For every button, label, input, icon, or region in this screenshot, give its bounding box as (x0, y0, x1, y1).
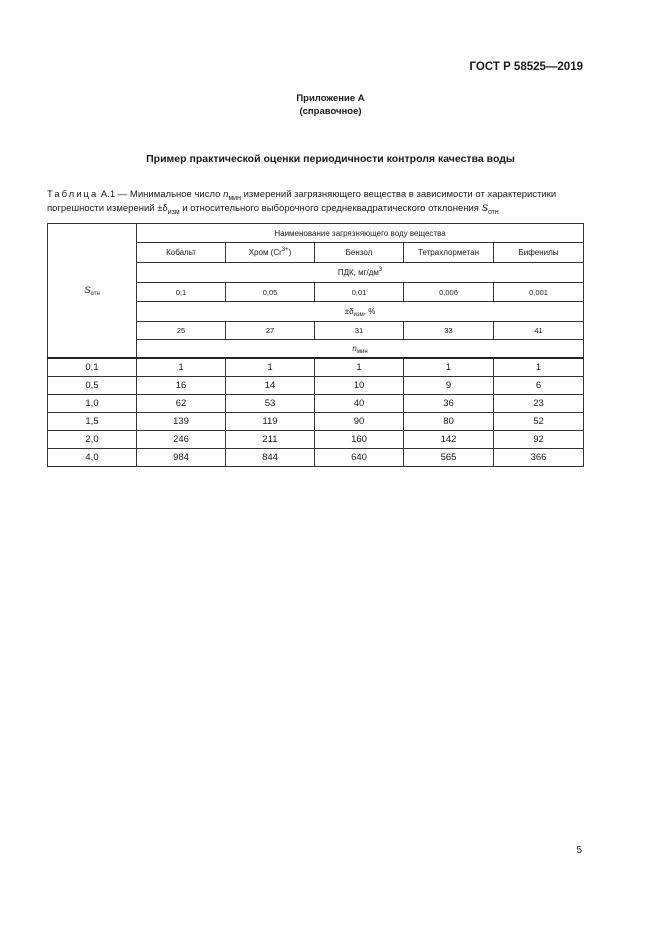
pdk-value: 0,01 (315, 283, 404, 302)
group-header: Наименование загрязняющего воду вещества (137, 224, 584, 243)
n-value-cell: 1 (137, 358, 226, 377)
s-value-cell: 2,0 (48, 431, 137, 449)
caption-s-sub: отн (487, 209, 499, 216)
n-value-cell: 366 (494, 449, 584, 467)
delta-value: 25 (137, 322, 226, 340)
substance-header (404, 243, 494, 263)
n-value-cell: 640 (315, 449, 404, 467)
n-value-cell: 80 (404, 413, 494, 431)
delta-value: 31 (315, 322, 404, 340)
caption-text-2: измерений загрязняющего вещества в зависимости от характеристики погрешности измерений ±δ (47, 189, 557, 214)
s-header-cell (48, 224, 137, 359)
pdk-value: 0,006 (404, 283, 494, 302)
substance-name: Тетрахлорметан (418, 248, 479, 257)
annex-type: (справочное) (299, 106, 362, 117)
caption-text-1: — Минимальное число (115, 189, 224, 200)
pdk-value: 0,1 (137, 283, 226, 302)
s-header-sub: отн (90, 291, 100, 297)
n-value-cell: 565 (404, 449, 494, 467)
s-value-cell: 0,1 (48, 358, 137, 377)
table-row (48, 413, 584, 431)
substance-header (494, 243, 584, 263)
table-row (48, 377, 584, 395)
nmin-label (137, 340, 584, 359)
delta-value: 33 (404, 322, 494, 340)
s-value-cell: 4,0 (48, 449, 137, 467)
substance-sup: 3+ (281, 247, 289, 253)
pdk-value: 0,001 (494, 283, 584, 302)
s-value-cell: 1,5 (48, 413, 137, 431)
n-value-cell: 16 (137, 377, 226, 395)
n-value-cell: 984 (137, 449, 226, 467)
n-value-cell: 90 (315, 413, 404, 431)
caption-label: Таблица (47, 189, 99, 200)
page-number: 5 (576, 845, 582, 856)
s-value-cell: 0,5 (48, 377, 137, 395)
nmin-label-sub: мин (356, 349, 368, 355)
section-heading: Пример практической оценки периодичности контроля качества воды (146, 153, 515, 165)
n-value-cell: 52 (494, 413, 584, 431)
n-value-cell: 844 (226, 449, 315, 467)
caption-number: А.1 (100, 189, 116, 200)
n-value-cell: 1 (315, 358, 404, 377)
pdk-label-sup: 3 (378, 267, 383, 273)
delta-label-prefix: ±δ (344, 307, 354, 316)
delta-value: 41 (494, 322, 584, 340)
data-table (47, 223, 584, 467)
table-body (48, 224, 584, 467)
nmin-label-symbol: n (352, 344, 357, 353)
table-row (48, 431, 584, 449)
substance-header (226, 243, 315, 263)
substance-header (137, 243, 226, 263)
n-value-cell: 1 (226, 358, 315, 377)
n-value-cell: 160 (315, 431, 404, 449)
standard-code: ГОСТ Р 58525—2019 (469, 61, 583, 73)
n-value-cell: 142 (404, 431, 494, 449)
n-value-cell: 23 (494, 395, 584, 413)
substance-name: Бензол (345, 248, 373, 257)
table-row (48, 395, 584, 413)
n-value-cell: 6 (494, 377, 584, 395)
n-value-cell: 40 (315, 395, 404, 413)
substance-name: Бифенилы (518, 248, 559, 257)
pdk-value: 0,05 (226, 283, 315, 302)
substance-suffix: ) (288, 248, 292, 257)
n-value-cell: 92 (494, 431, 584, 449)
n-value-cell: 211 (226, 431, 315, 449)
delta-label (137, 302, 584, 322)
n-value-cell: 10 (315, 377, 404, 395)
caption-delta-sub: изм (167, 209, 180, 216)
annex-block (0, 92, 661, 118)
n-value-cell: 1 (404, 358, 494, 377)
caption-n-symbol: n (223, 189, 229, 200)
substance-name: Хром (Cr (248, 248, 282, 257)
n-value-cell: 246 (137, 431, 226, 449)
pdk-label (137, 263, 584, 283)
s-value-cell: 1,0 (48, 395, 137, 413)
substance-header (315, 243, 404, 263)
substance-name: Кобальт (166, 248, 196, 257)
n-value-cell: 36 (404, 395, 494, 413)
annex-title: Приложение А (296, 93, 365, 104)
n-value-cell: 9 (404, 377, 494, 395)
delta-label-sub: изм (353, 312, 364, 318)
table-caption (47, 188, 587, 216)
n-value-cell: 119 (226, 413, 315, 431)
group-header-row (48, 224, 584, 243)
caption-text-3: и относительного выборочного среднеквадратического отклонения (179, 203, 482, 214)
caption-s-symbol: S (481, 203, 488, 214)
table-row (48, 449, 584, 467)
caption-n-sub: мин (228, 195, 241, 202)
n-value-cell: 1 (494, 358, 584, 377)
pdk-label-text: ПДК, мг/дм (337, 268, 379, 277)
delta-label-suffix: , % (363, 307, 376, 316)
table-row (48, 358, 584, 377)
n-value-cell: 139 (137, 413, 226, 431)
s-header-symbol: S (84, 285, 91, 296)
n-value-cell: 53 (226, 395, 315, 413)
n-value-cell: 14 (226, 377, 315, 395)
delta-value: 27 (226, 322, 315, 340)
n-value-cell: 62 (137, 395, 226, 413)
